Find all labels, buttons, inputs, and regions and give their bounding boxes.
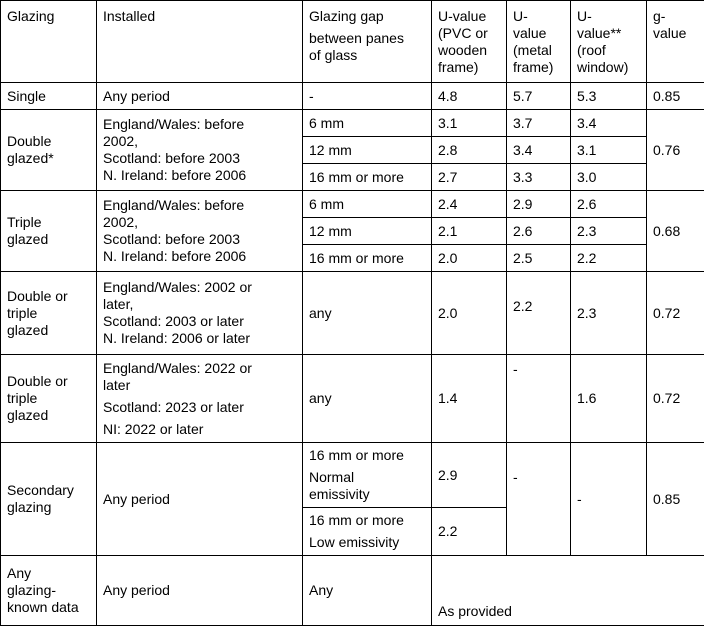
cell-gap: 12 mm bbox=[303, 218, 432, 245]
cell-u-pvc: 2.9 bbox=[432, 443, 507, 508]
cell-as-provided: As provided bbox=[432, 556, 704, 626]
cell-g-value: 0.85 bbox=[647, 83, 704, 110]
cell-g-value: 0.72 bbox=[647, 272, 704, 355]
cell-u-metal: 3.4 bbox=[507, 137, 571, 164]
cell-u-metal: 3.3 bbox=[507, 164, 571, 191]
cell-gap: 6 mm bbox=[303, 191, 432, 218]
cell-u-roof: 2.3 bbox=[571, 218, 647, 245]
cell-glazing: Single bbox=[1, 83, 97, 110]
row-known-data bbox=[1, 556, 704, 626]
cell-g-value: 0.85 bbox=[647, 443, 704, 556]
cell-installed: Any period bbox=[97, 443, 303, 556]
cell-u-metal: 2.6 bbox=[507, 218, 571, 245]
cell-gap: any bbox=[303, 272, 432, 355]
cell-installed: England/Wales: before 2002, Scotland: before 2003 N. Ireland: before 2006 bbox=[97, 191, 303, 272]
cell-u-pvc: 4.8 bbox=[432, 83, 507, 110]
row-double-triple-2022 bbox=[1, 355, 704, 443]
cell-glazing: Double or triple glazed bbox=[1, 272, 97, 355]
header-row bbox=[1, 1, 704, 83]
cell-u-roof: 2.2 bbox=[571, 245, 647, 272]
cell-u-metal: - bbox=[507, 355, 571, 443]
cell-gap: 6 mm bbox=[303, 110, 432, 137]
cell-g-value: 0.68 bbox=[647, 191, 704, 272]
cell-u-roof: 3.0 bbox=[571, 164, 647, 191]
cell-glazing: Secondary glazing bbox=[1, 443, 97, 556]
cell-gap: any bbox=[303, 355, 432, 443]
cell-u-pvc: 2.8 bbox=[432, 137, 507, 164]
header-g-value: g- value bbox=[647, 1, 704, 83]
cell-u-metal: 5.7 bbox=[507, 83, 571, 110]
cell-u-roof: 3.4 bbox=[571, 110, 647, 137]
cell-glazing: Double glazed* bbox=[1, 110, 97, 191]
cell-u-roof: 2.3 bbox=[571, 272, 647, 355]
cell-u-pvc: 2.1 bbox=[432, 218, 507, 245]
row-double-triple-2002 bbox=[1, 272, 704, 355]
cell-u-pvc: 2.4 bbox=[432, 191, 507, 218]
cell-installed: England/Wales: 2022 or later Scotland: 2023 or later NI: 2022 or later bbox=[97, 355, 303, 443]
cell-gap: 16 mm or more bbox=[303, 245, 432, 272]
cell-u-metal: 2.2 bbox=[507, 272, 571, 355]
cell-u-pvc: 2.7 bbox=[432, 164, 507, 191]
cell-u-roof: - bbox=[571, 443, 647, 556]
row-single bbox=[1, 83, 704, 110]
cell-glazing: Double or triple glazed bbox=[1, 355, 97, 443]
cell-installed: Any period bbox=[97, 83, 303, 110]
cell-u-pvc: 2.0 bbox=[432, 272, 507, 355]
row-triple-6mm bbox=[1, 191, 704, 218]
cell-gap: - bbox=[303, 83, 432, 110]
cell-gap: 16 mm or more Normal emissivity bbox=[303, 443, 432, 508]
cell-u-metal: 2.5 bbox=[507, 245, 571, 272]
cell-installed: Any period bbox=[97, 556, 303, 626]
cell-u-pvc: 1.4 bbox=[432, 355, 507, 443]
cell-gap: 16 mm or more bbox=[303, 164, 432, 191]
row-secondary-normal bbox=[1, 443, 704, 508]
cell-u-pvc: 2.2 bbox=[432, 508, 507, 556]
cell-glazing: Any glazing- known data bbox=[1, 556, 97, 626]
header-installed: Installed bbox=[97, 1, 303, 83]
cell-g-value: 0.76 bbox=[647, 110, 704, 191]
header-glazing-gap: Glazing gap between panes of glass bbox=[303, 1, 432, 83]
cell-u-metal: 2.9 bbox=[507, 191, 571, 218]
cell-installed: England/Wales: 2002 or later, Scotland: 2003 or later N. Ireland: 2006 or later bbox=[97, 272, 303, 355]
row-double-6mm bbox=[1, 110, 704, 137]
cell-u-roof: 1.6 bbox=[571, 355, 647, 443]
cell-u-roof: 2.6 bbox=[571, 191, 647, 218]
cell-u-pvc: 2.0 bbox=[432, 245, 507, 272]
cell-gap: 16 mm or more Low emissivity bbox=[303, 508, 432, 556]
header-glazing: Glazing bbox=[1, 1, 97, 83]
cell-installed: England/Wales: before 2002, Scotland: before 2003 N. Ireland: before 2006 bbox=[97, 110, 303, 191]
cell-glazing: Triple glazed bbox=[1, 191, 97, 272]
cell-u-metal: - bbox=[507, 443, 571, 556]
cell-u-roof: 3.1 bbox=[571, 137, 647, 164]
cell-u-metal: 3.7 bbox=[507, 110, 571, 137]
header-u-value-metal: U- value (metal frame) bbox=[507, 1, 571, 83]
cell-g-value: 0.72 bbox=[647, 355, 704, 443]
cell-u-pvc: 3.1 bbox=[432, 110, 507, 137]
header-u-value-roof: U- value** (roof window) bbox=[571, 1, 647, 83]
cell-gap: Any bbox=[303, 556, 432, 626]
cell-gap: 12 mm bbox=[303, 137, 432, 164]
cell-u-roof: 5.3 bbox=[571, 83, 647, 110]
header-u-value-pvc: U-value (PVC or wooden frame) bbox=[432, 1, 507, 83]
